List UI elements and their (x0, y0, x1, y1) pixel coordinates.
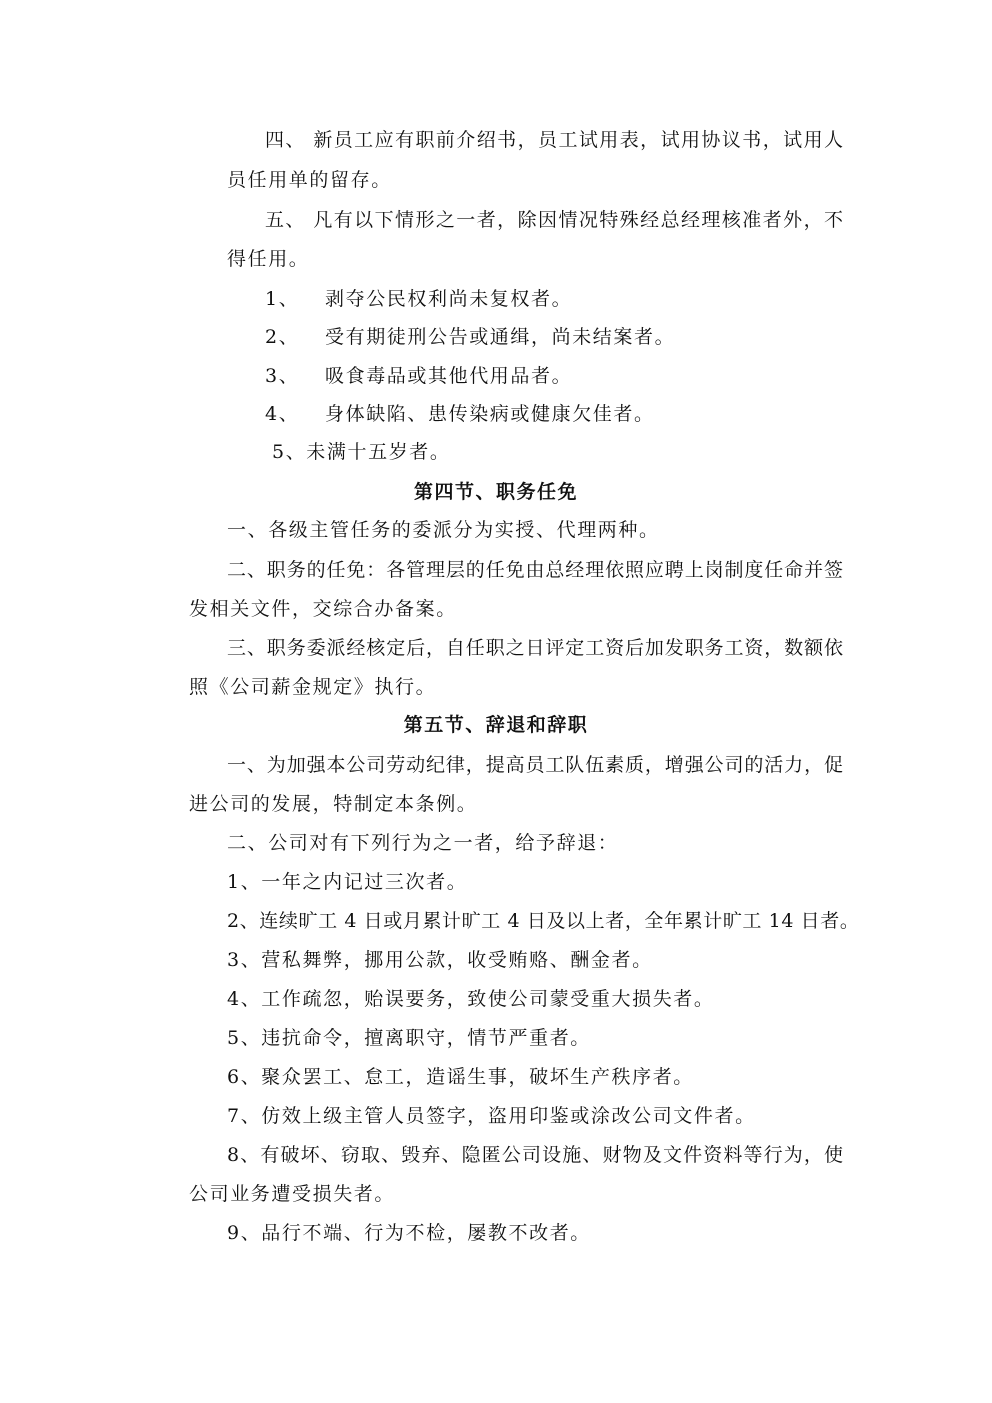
list-item (265, 286, 572, 312)
section-four-paragraph-2-line-1: 二、职务的任免：各管理层的任免由总经理依照应聘上岗制度任命并签 (227, 559, 843, 581)
section-four-heading: 第四节、职务任免 (413, 481, 578, 503)
list-item (265, 363, 572, 389)
list-item-text: 剥夺公民权利尚未复权者。 (325, 288, 573, 310)
dismissal-item-8-line-1: 8、有破坏、窃取、毁弃、隐匿公司设施、财物及文件资料等行为，使 (227, 1144, 843, 1166)
section-four-paragraph-2-line-2: 发相关文件，交综合办备案。 (189, 598, 457, 620)
list-item-text: 身体缺陷、患传染病或健康欠佳者。 (325, 403, 655, 425)
dismissal-item: 7、仿效上级主管人员签字，盗用印鉴或涂改公司文件者。 (227, 1105, 756, 1127)
paragraph-five-line-1: 五、 凡有以下情形之一者，除因情况特殊经总经理核准者外，不 (265, 209, 843, 231)
list-item-number: 1、 (265, 288, 300, 310)
list-item-number: 2、 (265, 326, 300, 348)
section-four-paragraph-1: 一、各级主管任务的委派分为实授、代理两种。 (227, 519, 660, 541)
dismissal-item: 4、工作疏忽，贻误要务，致使公司蒙受重大损失者。 (227, 988, 715, 1010)
list-item-five: 5、未满十五岁者。 (272, 441, 451, 463)
list-item-number: 3、 (265, 365, 300, 387)
section-four-paragraph-3-line-1: 三、职务委派经核定后，自任职之日评定工资后加发职务工资，数额依 (227, 637, 843, 659)
list-item (265, 324, 675, 350)
dismissal-item: 6、聚众罢工、怠工，造谣生事，破坏生产秩序者。 (227, 1066, 694, 1088)
dismissal-item-9: 9、品行不端、行为不检，屡教不改者。 (227, 1222, 591, 1244)
section-five-heading: 第五节、辞退和辞职 (403, 714, 589, 736)
section-five-paragraph-1-line-2: 进公司的发展，特制定本条例。 (189, 793, 478, 815)
list-item-number: 4、 (265, 403, 300, 425)
dismissal-item: 5、违抗命令，擅离职守，情节严重者。 (227, 1027, 591, 1049)
paragraph-four-line-2: 员任用单的留存。 (227, 169, 392, 191)
dismissal-item: 2、连续旷工 4 日或月累计旷工 4 日及以上者，全年累计旷工 14 日者。 (227, 910, 860, 932)
section-five-paragraph-1-line-1: 一、为加强本公司劳动纪律，提高员工队伍素质，增强公司的活力，促 (227, 754, 843, 776)
list-item-text: 受有期徒刑公告或通缉，尚未结案者。 (325, 326, 676, 348)
section-four-paragraph-3-line-2: 照《公司薪金规定》执行。 (189, 676, 437, 698)
paragraph-four-line-1: 四、 新员工应有职前介绍书，员工试用表，试用协议书，试用人 (265, 129, 843, 151)
section-five-paragraph-2: 二、公司对有下列行为之一者，给予辞退： (227, 832, 619, 854)
list-item (265, 401, 655, 427)
list-item-text: 吸食毒品或其他代用品者。 (325, 365, 573, 387)
paragraph-five-line-2: 得任用。 (227, 248, 310, 270)
dismissal-item: 1、一年之内记过三次者。 (227, 871, 468, 893)
dismissal-item: 3、营私舞弊，挪用公款，收受贿赂、酬金者。 (227, 949, 653, 971)
dismissal-item-8-line-2: 公司业务遭受损失者。 (189, 1183, 396, 1205)
